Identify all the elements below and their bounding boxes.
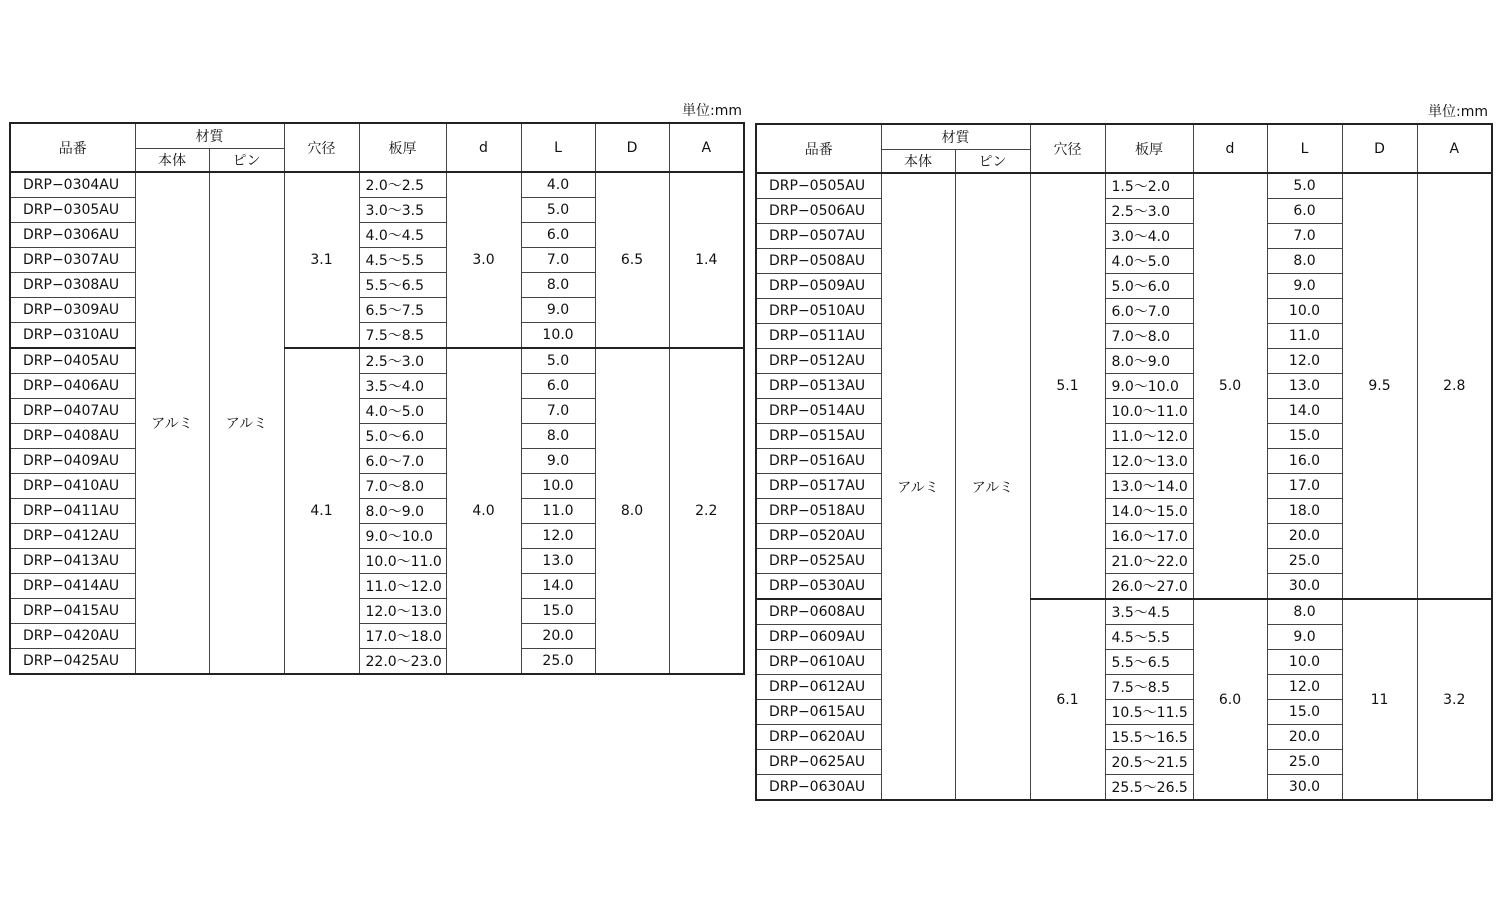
part-number-cell: DRP−0620AU bbox=[756, 725, 881, 750]
length-cell: 7.0 bbox=[521, 399, 595, 424]
plate-thickness-cell: 4.5〜5.5 bbox=[1105, 625, 1193, 650]
table-row bbox=[10, 348, 744, 374]
header-body: 本体 bbox=[881, 150, 955, 174]
plate-thickness-cell: 5.5〜6.5 bbox=[359, 273, 446, 298]
A-cell: 2.2 bbox=[669, 348, 744, 674]
length-cell: 8.0 bbox=[521, 424, 595, 449]
A-cell: 2.8 bbox=[1417, 173, 1492, 599]
length-cell: 9.0 bbox=[1267, 274, 1342, 299]
D-cell: 9.5 bbox=[1342, 173, 1417, 599]
part-number-cell: DRP−0408AU bbox=[10, 424, 135, 449]
length-cell: 12.0 bbox=[1267, 675, 1342, 700]
length-cell: 13.0 bbox=[1267, 374, 1342, 399]
plate-thickness-cell: 3.5〜4.5 bbox=[1105, 599, 1193, 625]
part-number-cell: DRP−0411AU bbox=[10, 499, 135, 524]
part-number-cell: DRP−0425AU bbox=[10, 649, 135, 675]
part-number-cell: DRP−0413AU bbox=[10, 549, 135, 574]
header-hole-dia: 穴径 bbox=[284, 123, 359, 172]
part-number-cell: DRP−0511AU bbox=[756, 324, 881, 349]
length-cell: 8.0 bbox=[1267, 249, 1342, 274]
part-number-cell: DRP−0520AU bbox=[756, 524, 881, 549]
unit-label-left: 単位:mm bbox=[682, 103, 742, 119]
part-number-cell: DRP−0525AU bbox=[756, 549, 881, 574]
header-d: d bbox=[1193, 124, 1267, 173]
part-number-cell: DRP−0530AU bbox=[756, 574, 881, 600]
part-number-cell: DRP−0304AU bbox=[10, 172, 135, 198]
plate-thickness-cell: 12.0〜13.0 bbox=[1105, 449, 1193, 474]
A-cell: 1.4 bbox=[669, 172, 744, 348]
length-cell: 10.0 bbox=[521, 474, 595, 499]
table-row bbox=[756, 599, 1492, 625]
part-number-cell: DRP−0306AU bbox=[10, 223, 135, 248]
part-number-cell: DRP−0505AU bbox=[756, 173, 881, 199]
header-A: A bbox=[1417, 124, 1492, 173]
part-number-cell: DRP−0305AU bbox=[10, 198, 135, 223]
length-cell: 17.0 bbox=[1267, 474, 1342, 499]
hole-dia-cell: 3.1 bbox=[284, 172, 359, 348]
header-d: d bbox=[446, 123, 521, 172]
part-number-cell: DRP−0609AU bbox=[756, 625, 881, 650]
D-cell: 8.0 bbox=[595, 348, 669, 674]
length-cell: 9.0 bbox=[521, 298, 595, 323]
d-cell: 6.0 bbox=[1193, 599, 1267, 800]
hole-dia-cell: 4.1 bbox=[284, 348, 359, 674]
length-cell: 4.0 bbox=[521, 172, 595, 198]
spec-table-left bbox=[9, 122, 745, 675]
plate-thickness-cell: 12.0〜13.0 bbox=[359, 599, 446, 624]
hole-dia-cell: 5.1 bbox=[1030, 173, 1105, 599]
plate-thickness-cell: 4.0〜4.5 bbox=[359, 223, 446, 248]
part-number-cell: DRP−0414AU bbox=[10, 574, 135, 599]
header-material: 材質 bbox=[881, 124, 1030, 150]
length-cell: 25.0 bbox=[1267, 750, 1342, 775]
plate-thickness-cell: 4.0〜5.0 bbox=[1105, 249, 1193, 274]
plate-thickness-cell: 11.0〜12.0 bbox=[1105, 424, 1193, 449]
plate-thickness-cell: 16.0〜17.0 bbox=[1105, 524, 1193, 549]
d-cell: 3.0 bbox=[446, 172, 521, 348]
part-number-cell: DRP−0407AU bbox=[10, 399, 135, 424]
length-cell: 9.0 bbox=[1267, 625, 1342, 650]
header-L: L bbox=[521, 123, 595, 172]
plate-thickness-cell: 22.0〜23.0 bbox=[359, 649, 446, 675]
d-cell: 4.0 bbox=[446, 348, 521, 674]
plate-thickness-cell: 3.0〜3.5 bbox=[359, 198, 446, 223]
length-cell: 18.0 bbox=[1267, 499, 1342, 524]
A-cell: 3.2 bbox=[1417, 599, 1492, 800]
plate-thickness-cell: 1.5〜2.0 bbox=[1105, 173, 1193, 199]
plate-thickness-cell: 7.0〜8.0 bbox=[359, 474, 446, 499]
length-cell: 11.0 bbox=[521, 499, 595, 524]
header-hole-dia: 穴径 bbox=[1030, 124, 1105, 173]
plate-thickness-cell: 4.0〜5.0 bbox=[359, 399, 446, 424]
part-number-cell: DRP−0515AU bbox=[756, 424, 881, 449]
plate-thickness-cell: 8.0〜9.0 bbox=[1105, 349, 1193, 374]
plate-thickness-cell: 10.0〜11.0 bbox=[1105, 399, 1193, 424]
length-cell: 9.0 bbox=[521, 449, 595, 474]
hole-dia-cell: 6.1 bbox=[1030, 599, 1105, 800]
part-number-cell: DRP−0307AU bbox=[10, 248, 135, 273]
header-body: 本体 bbox=[135, 149, 209, 173]
part-number-cell: DRP−0409AU bbox=[10, 449, 135, 474]
length-cell: 11.0 bbox=[1267, 324, 1342, 349]
plate-thickness-cell: 7.5〜8.5 bbox=[1105, 675, 1193, 700]
part-number-cell: DRP−0517AU bbox=[756, 474, 881, 499]
plate-thickness-cell: 25.5〜26.5 bbox=[1105, 775, 1193, 801]
plate-thickness-cell: 5.0〜6.0 bbox=[1105, 274, 1193, 299]
part-number-cell: DRP−0630AU bbox=[756, 775, 881, 801]
header-pin: ピン bbox=[955, 150, 1030, 174]
plate-thickness-cell: 20.5〜21.5 bbox=[1105, 750, 1193, 775]
plate-thickness-cell: 15.5〜16.5 bbox=[1105, 725, 1193, 750]
length-cell: 6.0 bbox=[521, 223, 595, 248]
plate-thickness-cell: 9.0〜10.0 bbox=[1105, 374, 1193, 399]
length-cell: 16.0 bbox=[1267, 449, 1342, 474]
plate-thickness-cell: 10.5〜11.5 bbox=[1105, 700, 1193, 725]
plate-thickness-cell: 2.5〜3.0 bbox=[1105, 199, 1193, 224]
part-number-cell: DRP−0512AU bbox=[756, 349, 881, 374]
length-cell: 6.0 bbox=[1267, 199, 1342, 224]
part-number-cell: DRP−0516AU bbox=[756, 449, 881, 474]
part-number-cell: DRP−0310AU bbox=[10, 323, 135, 349]
length-cell: 10.0 bbox=[1267, 299, 1342, 324]
header-D: D bbox=[595, 123, 669, 172]
length-cell: 6.0 bbox=[521, 374, 595, 399]
part-number-cell: DRP−0506AU bbox=[756, 199, 881, 224]
plate-thickness-cell: 7.0〜8.0 bbox=[1105, 324, 1193, 349]
table-row bbox=[756, 173, 1492, 199]
plate-thickness-cell: 6.5〜7.5 bbox=[359, 298, 446, 323]
header-A: A bbox=[669, 123, 744, 172]
length-cell: 15.0 bbox=[1267, 700, 1342, 725]
part-number-cell: DRP−0406AU bbox=[10, 374, 135, 399]
length-cell: 20.0 bbox=[521, 624, 595, 649]
part-number-cell: DRP−0514AU bbox=[756, 399, 881, 424]
part-number-cell: DRP−0415AU bbox=[10, 599, 135, 624]
header-part-no: 品番 bbox=[756, 124, 881, 173]
length-cell: 12.0 bbox=[1267, 349, 1342, 374]
part-number-cell: DRP−0507AU bbox=[756, 224, 881, 249]
part-number-cell: DRP−0405AU bbox=[10, 348, 135, 374]
plate-thickness-cell: 8.0〜9.0 bbox=[359, 499, 446, 524]
length-cell: 20.0 bbox=[1267, 725, 1342, 750]
D-cell: 6.5 bbox=[595, 172, 669, 348]
part-number-cell: DRP−0420AU bbox=[10, 624, 135, 649]
part-number-cell: DRP−0412AU bbox=[10, 524, 135, 549]
material-body-cell: アルミ bbox=[135, 172, 209, 674]
d-cell: 5.0 bbox=[1193, 173, 1267, 599]
length-cell: 8.0 bbox=[521, 273, 595, 298]
length-cell: 14.0 bbox=[521, 574, 595, 599]
header-pin: ピン bbox=[209, 149, 284, 173]
part-number-cell: DRP−0615AU bbox=[756, 700, 881, 725]
plate-thickness-cell: 5.5〜6.5 bbox=[1105, 650, 1193, 675]
plate-thickness-cell: 6.0〜7.0 bbox=[1105, 299, 1193, 324]
length-cell: 15.0 bbox=[1267, 424, 1342, 449]
part-number-cell: DRP−0513AU bbox=[756, 374, 881, 399]
header-plate-thickness: 板厚 bbox=[1105, 124, 1193, 173]
length-cell: 30.0 bbox=[1267, 574, 1342, 600]
header-part-no: 品番 bbox=[10, 123, 135, 172]
length-cell: 14.0 bbox=[1267, 399, 1342, 424]
part-number-cell: DRP−0612AU bbox=[756, 675, 881, 700]
part-number-cell: DRP−0610AU bbox=[756, 650, 881, 675]
plate-thickness-cell: 5.0〜6.0 bbox=[359, 424, 446, 449]
plate-thickness-cell: 6.0〜7.0 bbox=[359, 449, 446, 474]
length-cell: 25.0 bbox=[1267, 549, 1342, 574]
part-number-cell: DRP−0625AU bbox=[756, 750, 881, 775]
plate-thickness-cell: 21.0〜22.0 bbox=[1105, 549, 1193, 574]
length-cell: 7.0 bbox=[521, 248, 595, 273]
material-pin-cell: アルミ bbox=[955, 173, 1030, 800]
plate-thickness-cell: 9.0〜10.0 bbox=[359, 524, 446, 549]
plate-thickness-cell: 26.0〜27.0 bbox=[1105, 574, 1193, 600]
length-cell: 5.0 bbox=[521, 348, 595, 374]
plate-thickness-cell: 2.0〜2.5 bbox=[359, 172, 446, 198]
part-number-cell: DRP−0509AU bbox=[756, 274, 881, 299]
header-L: L bbox=[1267, 124, 1342, 173]
plate-thickness-cell: 7.5〜8.5 bbox=[359, 323, 446, 349]
length-cell: 20.0 bbox=[1267, 524, 1342, 549]
part-number-cell: DRP−0608AU bbox=[756, 599, 881, 625]
length-cell: 10.0 bbox=[521, 323, 595, 349]
plate-thickness-cell: 17.0〜18.0 bbox=[359, 624, 446, 649]
header-plate-thickness: 板厚 bbox=[359, 123, 446, 172]
unit-label-right: 単位:mm bbox=[1428, 104, 1488, 120]
header-material: 材質 bbox=[135, 123, 284, 149]
part-number-cell: DRP−0508AU bbox=[756, 249, 881, 274]
plate-thickness-cell: 2.5〜3.0 bbox=[359, 348, 446, 374]
table-row bbox=[10, 172, 744, 198]
material-body-cell: アルミ bbox=[881, 173, 955, 800]
material-pin-cell: アルミ bbox=[209, 172, 284, 674]
length-cell: 8.0 bbox=[1267, 599, 1342, 625]
length-cell: 5.0 bbox=[1267, 173, 1342, 199]
D-cell: 11 bbox=[1342, 599, 1417, 800]
length-cell: 5.0 bbox=[521, 198, 595, 223]
part-number-cell: DRP−0410AU bbox=[10, 474, 135, 499]
part-number-cell: DRP−0510AU bbox=[756, 299, 881, 324]
part-number-cell: DRP−0308AU bbox=[10, 273, 135, 298]
length-cell: 7.0 bbox=[1267, 224, 1342, 249]
plate-thickness-cell: 10.0〜11.0 bbox=[359, 549, 446, 574]
plate-thickness-cell: 3.0〜4.0 bbox=[1105, 224, 1193, 249]
length-cell: 13.0 bbox=[521, 549, 595, 574]
length-cell: 12.0 bbox=[521, 524, 595, 549]
plate-thickness-cell: 3.5〜4.0 bbox=[359, 374, 446, 399]
length-cell: 25.0 bbox=[521, 649, 595, 675]
length-cell: 30.0 bbox=[1267, 775, 1342, 801]
plate-thickness-cell: 13.0〜14.0 bbox=[1105, 474, 1193, 499]
plate-thickness-cell: 11.0〜12.0 bbox=[359, 574, 446, 599]
part-number-cell: DRP−0309AU bbox=[10, 298, 135, 323]
part-number-cell: DRP−0518AU bbox=[756, 499, 881, 524]
length-cell: 15.0 bbox=[521, 599, 595, 624]
spec-table-right bbox=[755, 123, 1493, 801]
plate-thickness-cell: 4.5〜5.5 bbox=[359, 248, 446, 273]
header-D: D bbox=[1342, 124, 1417, 173]
plate-thickness-cell: 14.0〜15.0 bbox=[1105, 499, 1193, 524]
length-cell: 10.0 bbox=[1267, 650, 1342, 675]
